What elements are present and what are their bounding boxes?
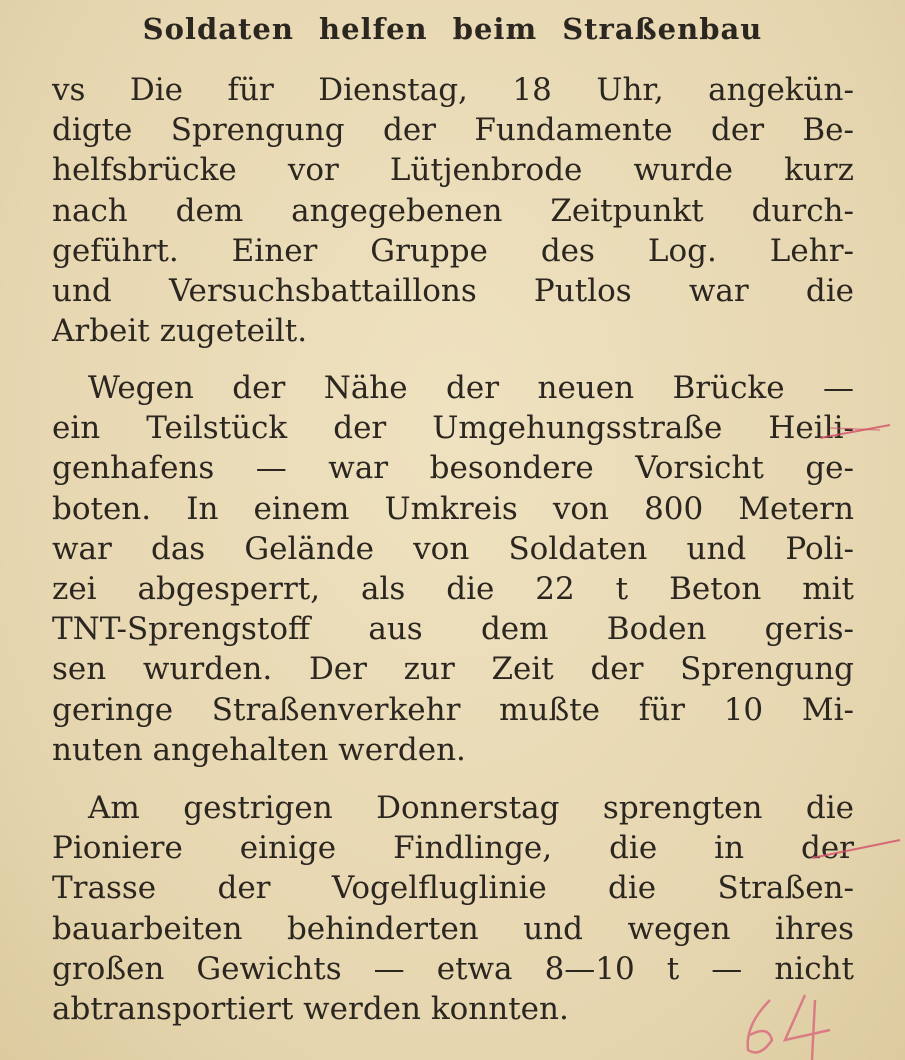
text-line: Arbeit zugeteilt. xyxy=(52,313,308,350)
text-line: geringe Straßenverkehr mußte für 10 Mi- xyxy=(52,691,854,728)
text-line: Wegen der Nähe der neuen Brücke — xyxy=(88,370,854,406)
text-line: Am gestrigen Donnerstag sprengten die xyxy=(88,790,854,826)
text-line: genhafens — war besondere Vorsicht ge- xyxy=(52,450,854,487)
paragraph-1 xyxy=(52,70,854,351)
text-line: TNT-Sprengstoff aus dem Boden geris- xyxy=(52,611,854,648)
text-line: Trasse der Vogelfluglinie die Straßen- xyxy=(52,870,854,907)
text-line: abtransportiert werden konnten. xyxy=(52,990,569,1027)
text-line: nuten angehalten werden. xyxy=(52,731,466,768)
text-line: Pioniere einige Findlinge, die in der xyxy=(52,830,854,867)
text-line: geführt. Einer Gruppe des Log. Lehr- xyxy=(52,232,854,269)
text-line: helfsbrücke vor Lütjenbrode wurde kurz xyxy=(52,152,854,189)
text-line: vs Die für Dienstag, 18 Uhr, angekün- xyxy=(52,72,854,108)
text-line: digte Sprengung der Fundamente der Be- xyxy=(52,112,854,149)
paragraph-2 xyxy=(52,368,854,770)
article-title: Soldaten helfen beim Straßenbau xyxy=(142,12,763,46)
text-line: nach dem angegebenen Zeitpunkt durch- xyxy=(52,192,854,229)
text-line: war das Gelände von Soldaten und Poli- xyxy=(52,530,854,567)
text-line: bauarbeiten behinderten und wegen ihres xyxy=(52,910,854,947)
text-line: zei abgesperrt, als die 22 t Beton mit xyxy=(52,570,854,607)
text-line: großen Gewichts — etwa 8—10 t — nicht xyxy=(52,950,854,987)
text-line: sen wurden. Der zur Zeit der Sprengung xyxy=(52,651,854,688)
paragraph-3 xyxy=(52,788,854,1029)
text-line: und Versuchsbattaillons Putlos war die xyxy=(52,272,854,309)
text-line: ein Teilstück der Umgehungsstraße Heili- xyxy=(52,410,854,447)
text-line: boten. In einem Umkreis von 800 Metern xyxy=(52,490,854,527)
